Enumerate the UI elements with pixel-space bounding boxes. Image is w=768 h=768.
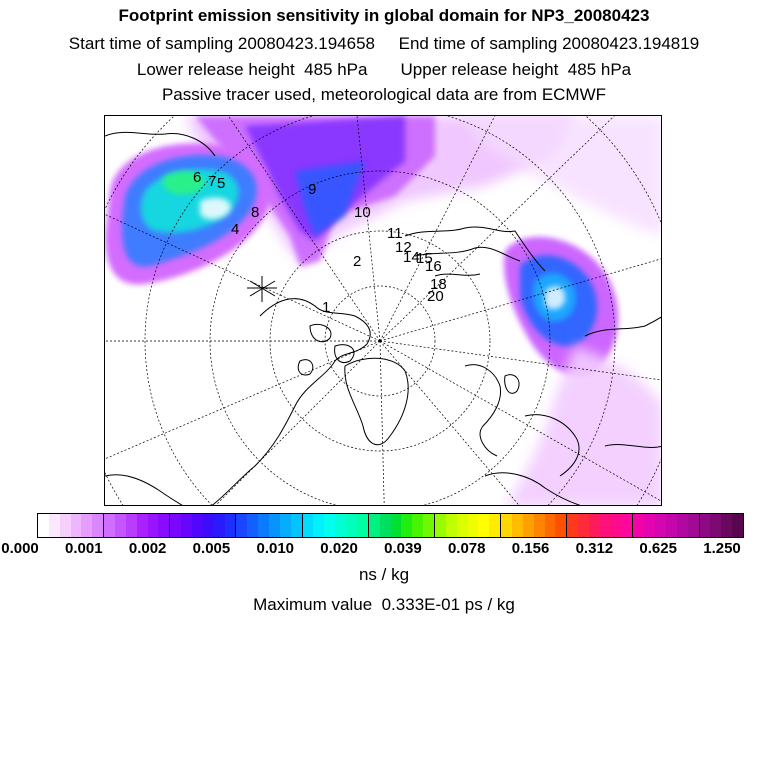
colorbar-swatch [380,514,391,537]
trajectory-label: 8 [251,204,260,221]
colorbar-swatch [677,514,688,537]
trajectory-label: 16 [425,258,442,275]
colorbar-swatch [446,514,457,537]
colorbar-swatch [92,514,104,537]
colorbar-swatch [700,514,711,537]
colorbar-tick-label: 0.002 [128,540,167,557]
colorbar-swatch [60,514,71,537]
colorbar-swatch [71,514,82,537]
colorbar-swatch [589,514,600,537]
colorbar [37,513,744,538]
colorbar-swatch [391,514,402,537]
trajectory-label: 6 [193,169,202,186]
colorbar-swatch [81,514,92,537]
map-canvas [105,116,662,506]
colorbar-swatch [49,514,60,537]
colorbar-swatch [357,514,369,537]
colorbar-swatch [501,514,512,537]
colorbar-swatch [401,514,412,537]
colorbar-swatch [303,514,314,537]
colorbar-swatch [435,514,446,537]
colorbar-units: ns / kg [358,565,410,584]
colorbar-swatch [236,514,247,537]
map-title: Footprint emission sensitivity in global domain for NP3_20080423 [118,6,650,25]
colorbar-swatch [158,514,170,537]
colorbar-swatch [423,514,435,537]
colorbar-tick-label: 0.005 [192,540,231,557]
colorbar-swatch [269,514,280,537]
colorbar-swatch [478,514,489,537]
colorbar-swatch [611,514,622,537]
colorbar-swatch [104,514,115,537]
colorbar-tick-label: 1.250 [703,540,741,557]
colorbar-swatch [214,514,225,537]
footprint-map [104,115,662,506]
colorbar-tick-label: 0.078 [447,540,486,557]
colorbar-swatch [181,514,192,537]
colorbar-swatch [247,514,258,537]
colorbar-swatch [512,514,523,537]
colorbar-swatch [170,514,181,537]
release-height-line: Lower release height 485 hPa Upper release height 485 hPa [136,60,632,79]
colorbar-swatch [732,514,743,537]
colorbar-tick-label: 0.001 [65,540,103,557]
tracer-info-line: Passive tracer used, meteorological data are from ECMWF [161,85,607,104]
colorbar-swatch [126,514,137,537]
colorbar-tick-label: 0.010 [256,540,295,557]
colorbar-swatch [192,514,203,537]
trajectory-label: 15 [416,250,433,267]
colorbar-swatch [335,514,346,537]
sampling-time-line: Start time of sampling 20080423.194658 End time of sampling 20080423.194819 [68,34,700,53]
colorbar-tick-label: 0.000 [1,540,39,557]
colorbar-swatch [203,514,214,537]
trajectory-label: 10 [354,204,371,221]
trajectory-label: 7 [208,173,217,190]
trajectory-label: 14 [403,249,420,266]
colorbar-swatch [633,514,644,537]
colorbar-swatch [644,514,655,537]
trajectory-label: 11 [387,225,403,242]
colorbar-swatch [291,514,303,537]
trajectory-label: 12 [395,239,412,256]
colorbar-swatch [578,514,589,537]
trajectory-label: 18 [430,276,447,293]
colorbar-swatch [545,514,556,537]
colorbar-swatch [534,514,545,537]
colorbar-tick-label: 0.312 [575,540,614,557]
colorbar-swatch [38,514,49,537]
colorbar-swatch [567,514,578,537]
colorbar-swatch [115,514,126,537]
colorbar-swatch [137,514,148,537]
colorbar-swatch [523,514,534,537]
colorbar-swatch [721,514,732,537]
trajectory-label: 20 [427,288,444,305]
colorbar-swatch [225,514,237,537]
colorbar-swatch [655,514,666,537]
colorbar-swatch [346,514,357,537]
colorbar-swatch [369,514,380,537]
trajectory-label: 2 [353,253,362,270]
colorbar-swatch [258,514,269,537]
colorbar-swatch [666,514,677,537]
trajectory-label: 4 [231,221,240,238]
colorbar-swatch [412,514,423,537]
colorbar-swatch [600,514,611,537]
colorbar-swatch [313,514,324,537]
colorbar-tick-label: 0.039 [384,540,422,557]
release-point-marker [247,276,277,302]
colorbar-tick-label: 0.625 [639,540,677,557]
trajectory-label: 1 [322,299,331,316]
colorbar-swatch [148,514,159,537]
colorbar-swatch [622,514,634,537]
emission-sensitivity-field [105,116,662,506]
colorbar-swatch [688,514,700,537]
trajectory-label: 5 [217,175,226,192]
colorbar-swatch [324,514,335,537]
colorbar-swatch [555,514,567,537]
colorbar-swatch [280,514,291,537]
colorbar-swatch [710,514,721,537]
colorbar-tick-label: 0.156 [511,540,550,557]
colorbar-swatch [457,514,468,537]
maximum-value-text: Maximum value 0.333E-01 ps / kg [253,595,515,614]
colorbar-swatch [468,514,479,537]
colorbar-swatch [489,514,501,537]
trajectory-label: 9 [308,181,317,198]
colorbar-tick-label: 0.020 [320,540,358,557]
